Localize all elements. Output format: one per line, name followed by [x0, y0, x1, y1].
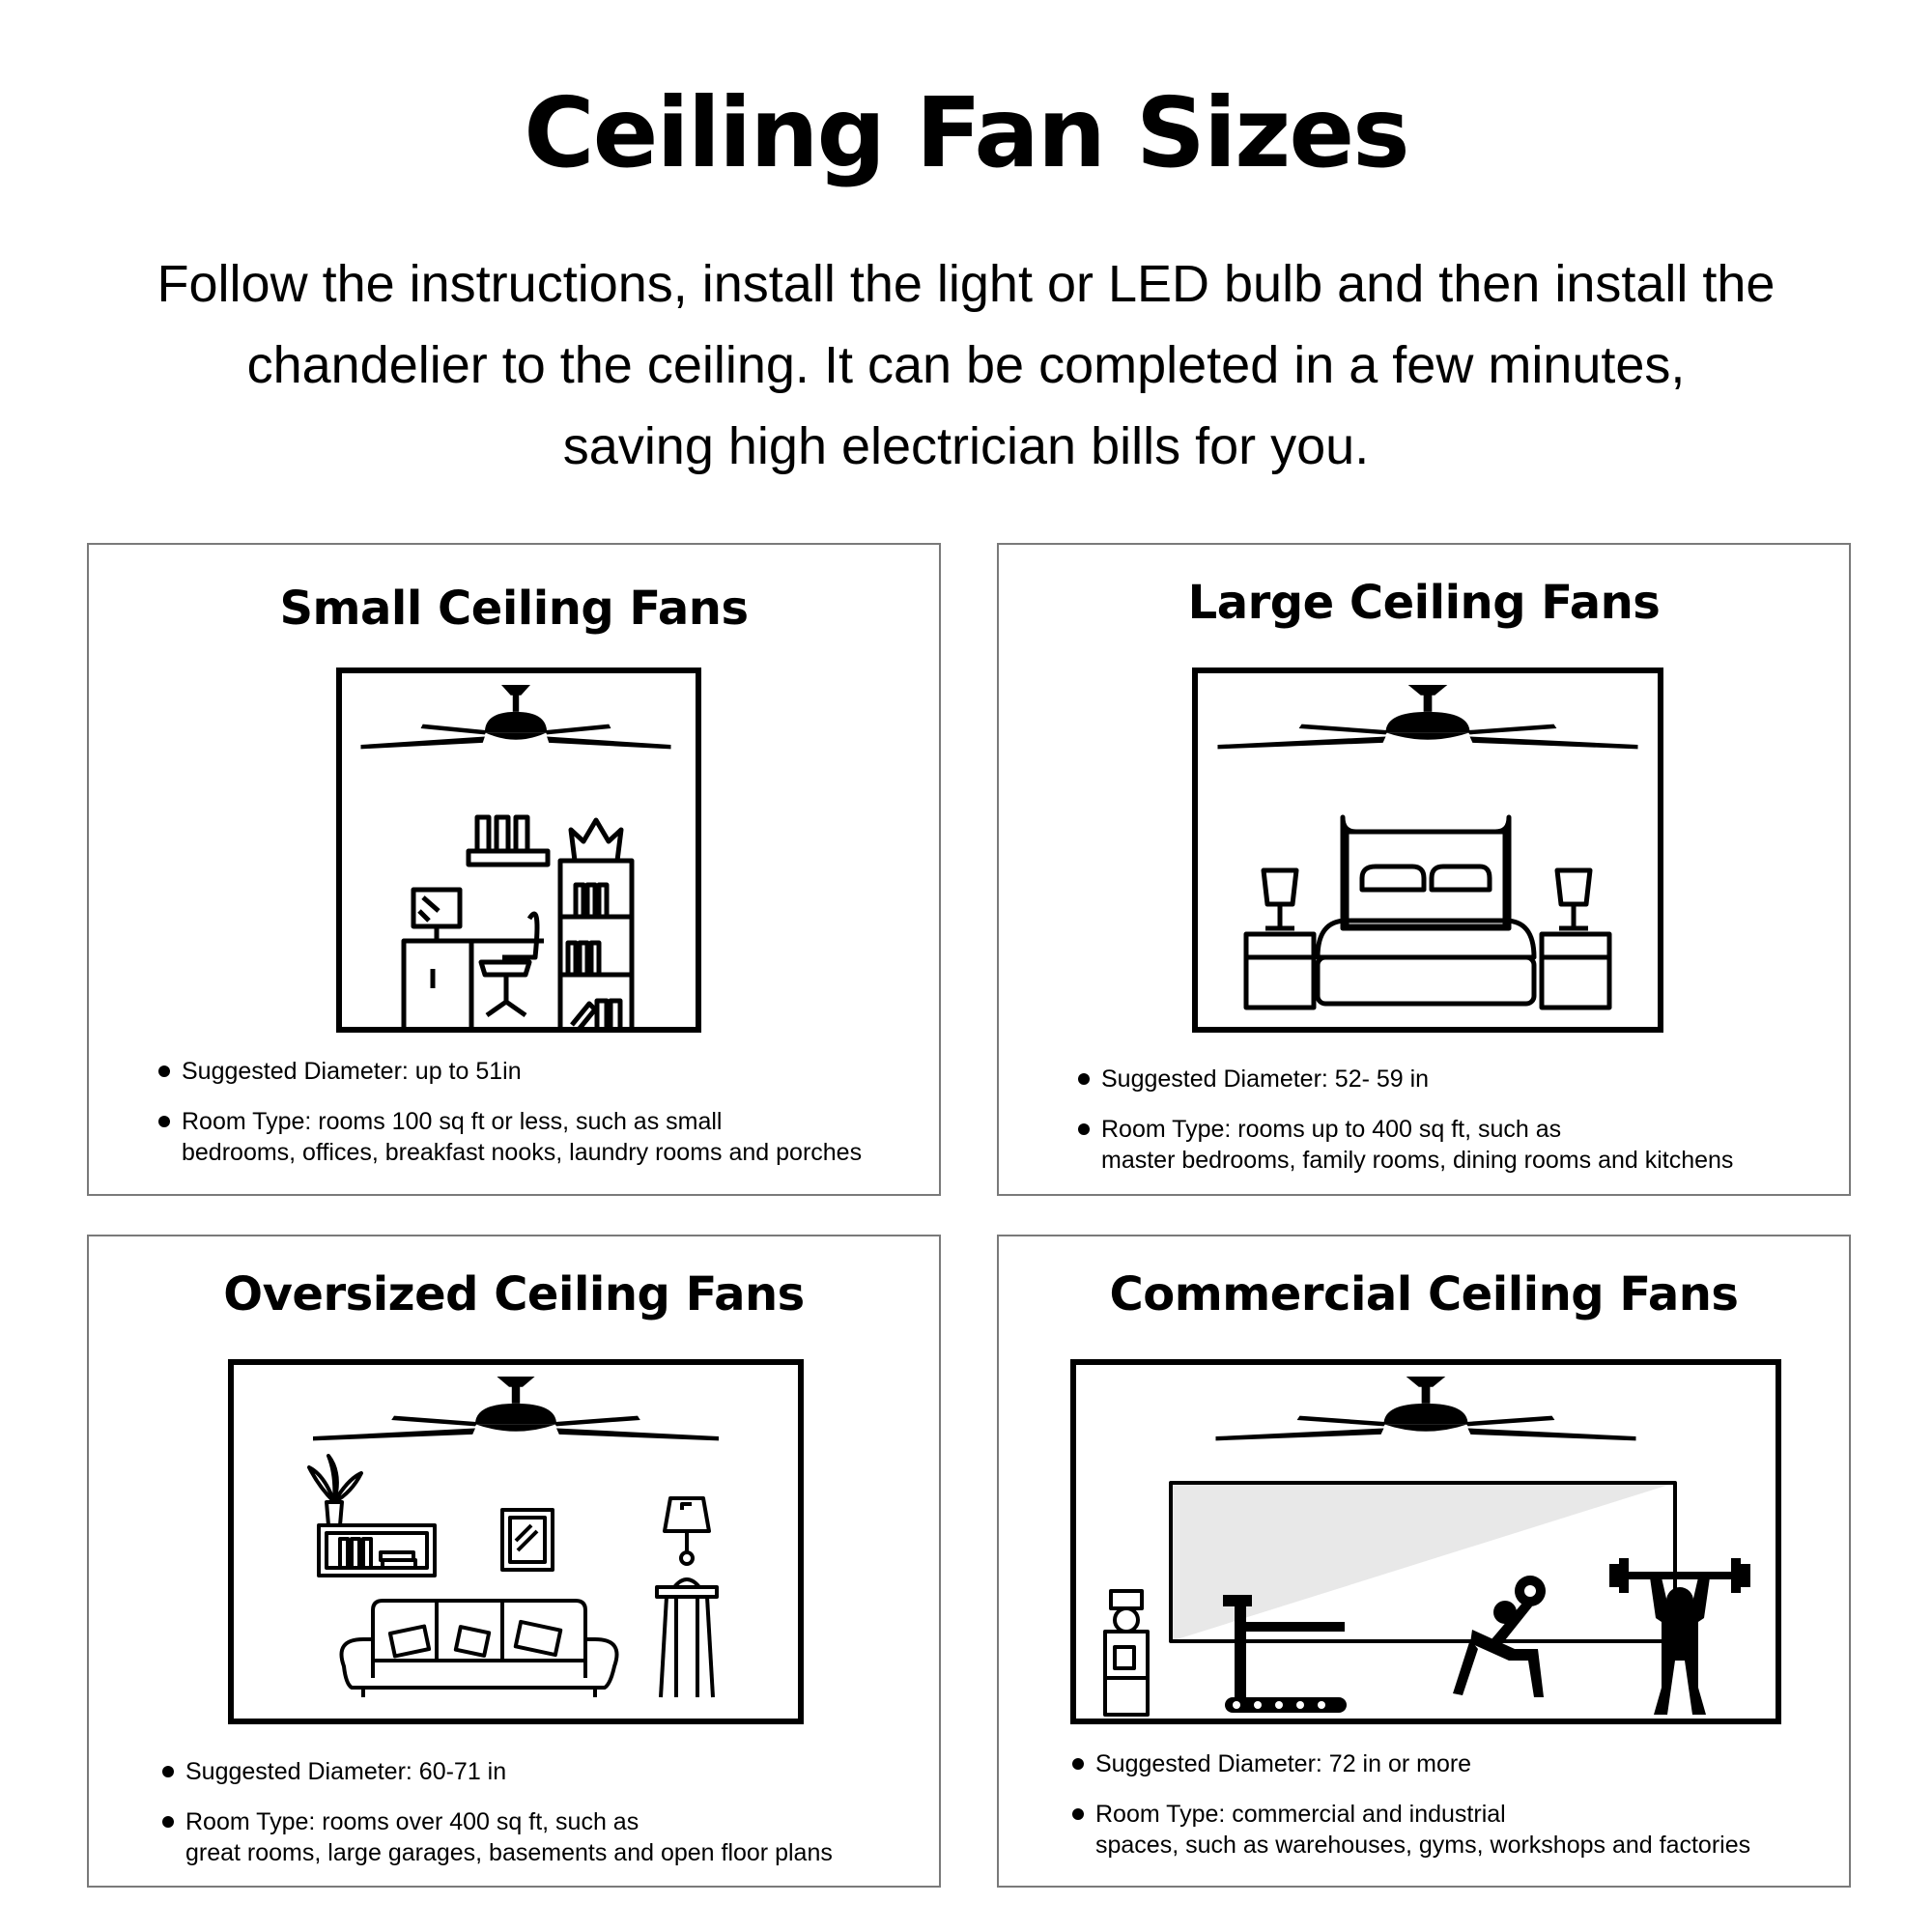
- card-details: [162, 1756, 833, 1868]
- card-title: Commercial Ceiling Fans: [1109, 1267, 1739, 1321]
- room-type-line: master bedrooms, family rooms, dining rooms and kitchens: [1101, 1147, 1734, 1174]
- room-type-line: Room Type: rooms up to 400 sq ft, such as: [1101, 1116, 1562, 1143]
- bedroom-icon: [1192, 668, 1663, 1033]
- card-oversized-ceiling-fans: [87, 1235, 941, 1888]
- diameter-item: Suggested Diameter: 60-71 in: [162, 1756, 833, 1787]
- card-title: Small Ceiling Fans: [279, 582, 749, 636]
- card-details: [158, 1056, 862, 1168]
- room-type-item: [158, 1106, 862, 1168]
- home-office-icon: [336, 668, 703, 1033]
- page-title: Ceiling Fan Sizes: [524, 76, 1408, 189]
- gym-icon: [1070, 1359, 1781, 1724]
- card-title: Large Ceiling Fans: [1187, 576, 1661, 630]
- room-type-item: [162, 1806, 833, 1868]
- living-room-icon: [228, 1359, 804, 1724]
- card-small-ceiling-fans: [87, 543, 941, 1196]
- card-title: Oversized Ceiling Fans: [223, 1267, 805, 1321]
- room-type-line: Room Type: commercial and industrial: [1095, 1801, 1506, 1828]
- card-large-ceiling-fans: [997, 543, 1851, 1196]
- card-details: [1072, 1748, 1750, 1861]
- diameter-item: Suggested Diameter: 72 in or more: [1072, 1748, 1750, 1779]
- room-type-line: bedrooms, offices, breakfast nooks, laundry rooms and porches: [182, 1139, 863, 1166]
- room-type-item: [1072, 1799, 1750, 1861]
- room-type-line: spaces, such as warehouses, gyms, workshops and factories: [1095, 1832, 1751, 1859]
- card-commercial-ceiling-fans: [997, 1235, 1851, 1888]
- page-subtitle: [145, 243, 1787, 487]
- diameter-item: Suggested Diameter: up to 51in: [158, 1056, 862, 1087]
- card-details: [1078, 1064, 1733, 1176]
- subtitle-line: Follow the instructions, install the light or LED bulb and then install the: [156, 255, 1776, 313]
- room-type-line: Room Type: rooms over 400 sq ft, such as: [185, 1808, 639, 1835]
- subtitle-line: chandelier to the ceiling. It can be completed in a few minutes,: [246, 336, 1686, 394]
- subtitle-line: saving high electrician bills for you.: [562, 417, 1370, 475]
- room-type-item: [1078, 1114, 1733, 1176]
- room-type-line: Room Type: rooms 100 sq ft or less, such as small: [182, 1108, 723, 1135]
- room-type-line: great rooms, large garages, basements and open floor plans: [185, 1839, 833, 1866]
- diameter-item: Suggested Diameter: 52- 59 in: [1078, 1064, 1733, 1094]
